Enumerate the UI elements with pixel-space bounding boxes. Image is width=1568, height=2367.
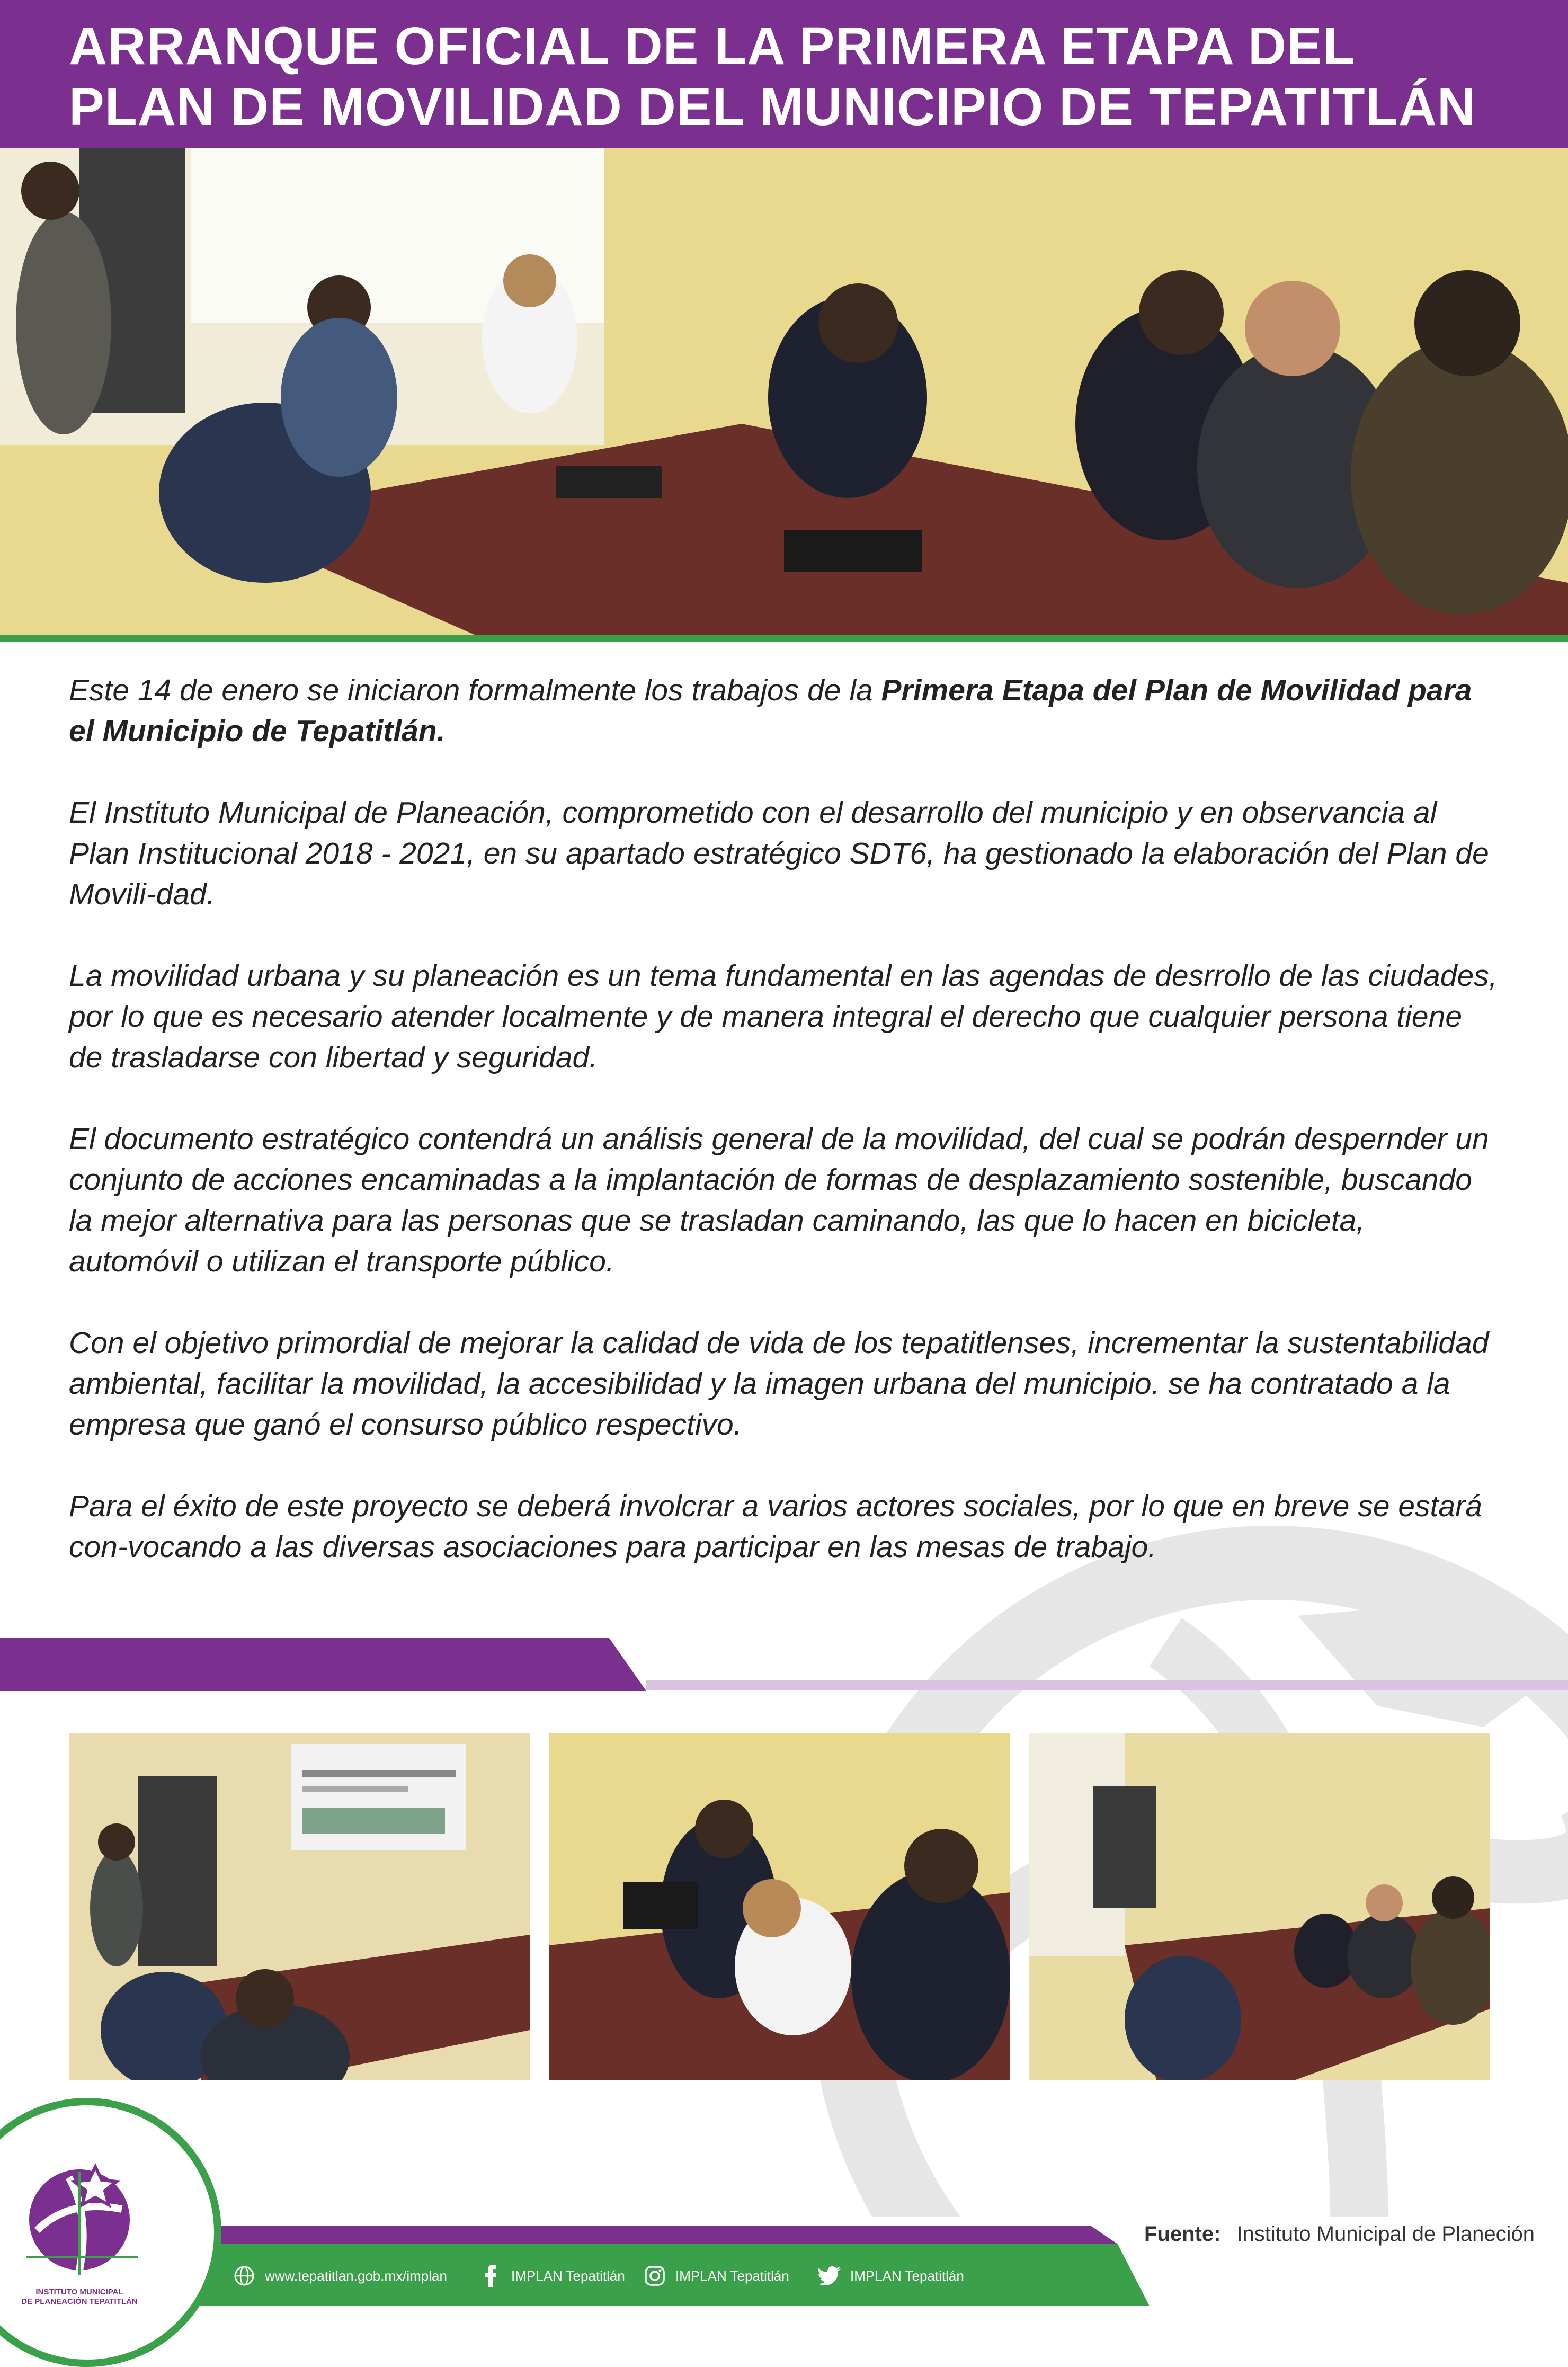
logo-wordmark — [11, 2288, 148, 2307]
hero-divider-rule — [0, 635, 1568, 642]
paragraph-3: La movilidad urbana y su planeación es un tema fundamental en las agendas de desrrollo de las ciudades, por lo que es necesario atender localmente y de manera integral el derecho que cualquier persona tiene de trasladarse con libertad y seguridad. — [69, 959, 1498, 1074]
globe-icon — [233, 2265, 255, 2287]
gallery-photo-room-wide — [1029, 1733, 1490, 2080]
paragraph-2: El Instituto Municipal de Planeación, comprometido con el desarrollo del municipio y en observancia al Plan Institucional 2018 - 2021, en su apartado estratégico SDT6, ha gestionado la elaboración del Plan de Movili-dad. — [69, 796, 1489, 911]
twitter-icon — [818, 2265, 841, 2287]
implan-logo-icon — [16, 2151, 143, 2278]
section-divider-lavender — [646, 1680, 1568, 1690]
paragraph-intro — [69, 670, 1499, 752]
facebook-text: IMPLAN Tepatitlán — [511, 2267, 625, 2284]
source-label: Fuente: — [1144, 2222, 1221, 2246]
instagram-text: IMPLAN Tepatitlán — [675, 2267, 789, 2284]
facebook-icon — [479, 2265, 502, 2287]
website-text: www.tepatitlan.gob.mx/implan — [265, 2267, 447, 2284]
title-line-1: ARRANQUE OFICIAL DE LA PRIMERA ETAPA DEL — [69, 16, 1356, 76]
logo-line-2: DE PLANEACIÓN TEPATITLÁN — [21, 2297, 138, 2306]
source-value: Instituto Municipal de Planeción — [1236, 2222, 1535, 2246]
gallery-photo-attendees — [549, 1733, 1010, 2080]
footer-facebook-link[interactable] — [479, 2261, 625, 2291]
logo-line-1: INSTITUTO MUNICIPAL — [35, 2288, 123, 2297]
instagram-icon — [644, 2265, 666, 2287]
article-body — [69, 670, 1499, 1608]
title-line-2: PLAN DE MOVILIDAD DEL MUNICIPIO DE TEPATITLÁN — [69, 77, 1476, 137]
footer-website-link[interactable] — [233, 2261, 447, 2291]
hero-photo-meeting — [0, 148, 1568, 636]
footer-twitter-link[interactable] — [818, 2261, 964, 2291]
intro-text: Este 14 de enero se iniciaron formalmente los trabajos de la — [69, 673, 881, 707]
page-title — [69, 16, 1526, 138]
paragraph-4: El documento estratégico contendrá un análisis general de la movilidad, del cual se podrán despernder un conjunto de acciones encaminadas a la implantación de formas de desplazamiento sostenible, buscando la mejor alternativa para las personas que se trasladan caminando, las que lo hacen en bicicleta, automóvil o utilizan el transporte público. — [69, 1122, 1489, 1278]
paragraph-6: Para el éxito de este proyecto se deberá involcrar a varios actores sociales, por lo que en breve se estará con-vocando a las diversas asociaciones para participar en las mesas de trabajo. — [69, 1489, 1482, 1564]
source-credit — [1144, 2222, 1547, 2246]
intro-highlight: Primera Etapa del Plan de Movilidad para el Municipio de Tepatitlán. — [69, 673, 1472, 748]
twitter-text: IMPLAN Tepatitlán — [850, 2267, 964, 2284]
paragraph-5: Con el objetivo primordial de mejorar la calidad de vida de los tepatitlenses, incrementar la sustentabilidad ambiental, facilitar la movilidad, la accesibilidad y la imagen urbana del municipio. se ha contratado a la empresa que ganó el consurso público respectivo. — [69, 1326, 1489, 1441]
gallery-photo-presentation — [69, 1733, 530, 2080]
section-divider-purple — [0, 1638, 646, 1691]
footer-instagram-link[interactable] — [644, 2261, 789, 2291]
